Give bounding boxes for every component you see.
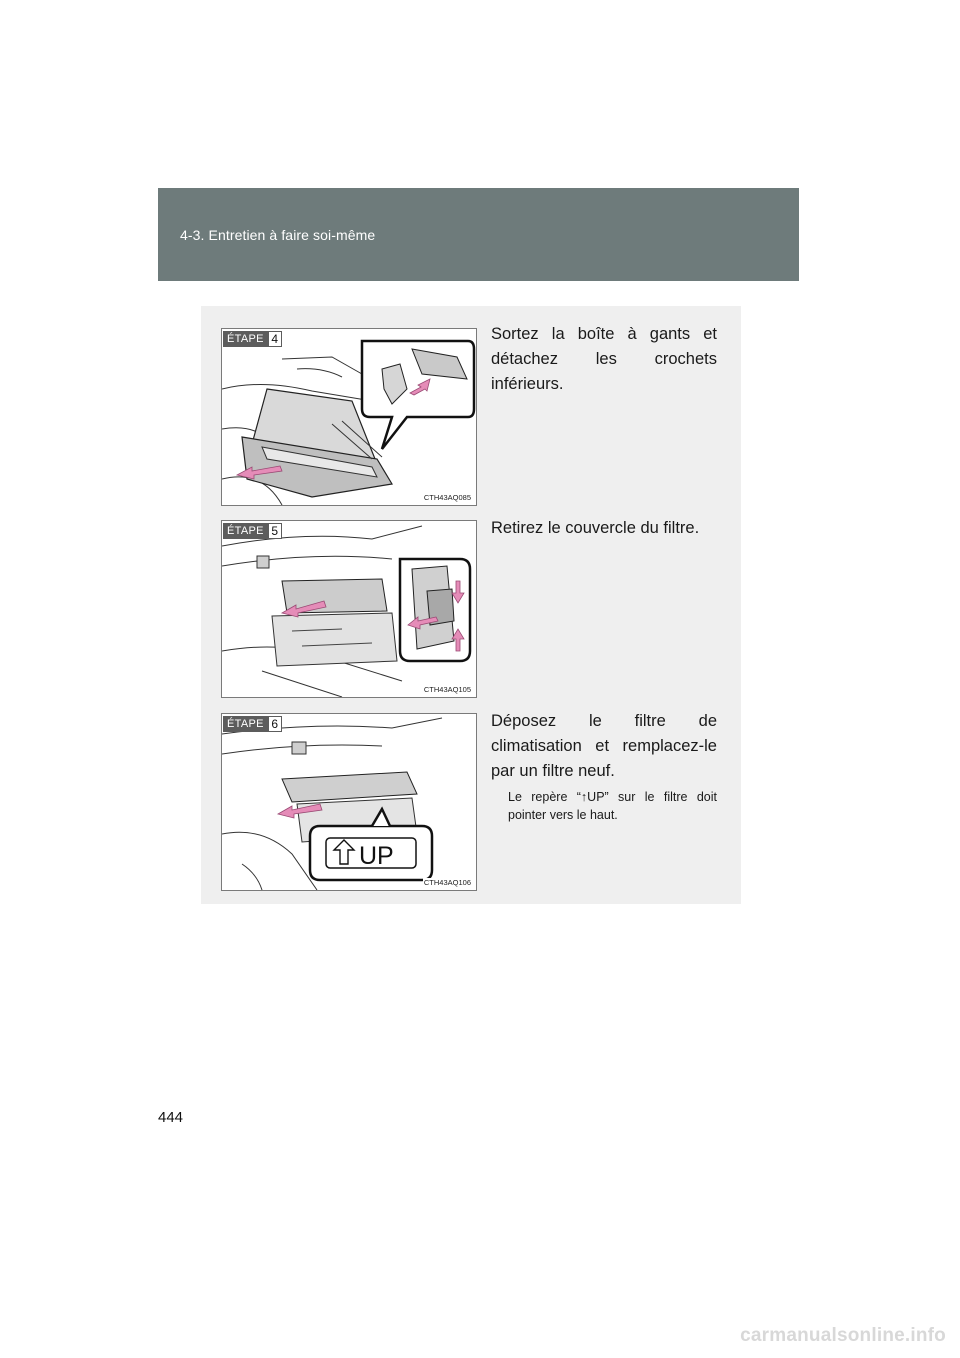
filter-replacement-illustration xyxy=(222,714,476,890)
content-box xyxy=(201,306,741,904)
step-badge-number: 6 xyxy=(268,716,282,732)
figure-code: CTH43AQ085 xyxy=(423,493,471,502)
step-5-illustration xyxy=(221,520,477,698)
filter-cover-illustration xyxy=(222,521,476,697)
figure-code: CTH43AQ106 xyxy=(423,878,471,887)
step-badge-label: ÉTAPE xyxy=(223,716,268,732)
step-6-illustration xyxy=(221,713,477,891)
section-title: 4-3. Entretien à faire soi-même xyxy=(180,227,376,243)
step-badge-number: 5 xyxy=(268,523,282,539)
figure-code: CTH43AQ105 xyxy=(423,685,471,694)
step-badge xyxy=(223,523,282,539)
step-badge xyxy=(223,716,282,732)
step-6-instruction: Déposez le filtre de climatisation et remplacez-le par un filtre neuf. xyxy=(491,712,717,780)
step-5-instruction: Retirez le couvercle du filtre. xyxy=(491,519,700,537)
header-band xyxy=(158,188,799,281)
step-badge-label: ÉTAPE xyxy=(223,331,268,347)
step-badge xyxy=(223,331,282,347)
step-badge-label: ÉTAPE xyxy=(223,523,268,539)
step-6-note: Le repère “↑UP” sur le filtre doit pointer vers le haut. xyxy=(508,790,717,822)
glovebox-illustration xyxy=(222,329,476,505)
step-badge-number: 4 xyxy=(268,331,282,347)
up-label: UP xyxy=(359,842,394,870)
watermark: carmanualsonline.info xyxy=(740,1325,946,1346)
step-4-instruction: Sortez la boîte à gants et détachez les crochets inférieurs. xyxy=(491,325,717,393)
step-4-illustration xyxy=(221,328,477,506)
page-number: 444 xyxy=(158,1109,184,1126)
